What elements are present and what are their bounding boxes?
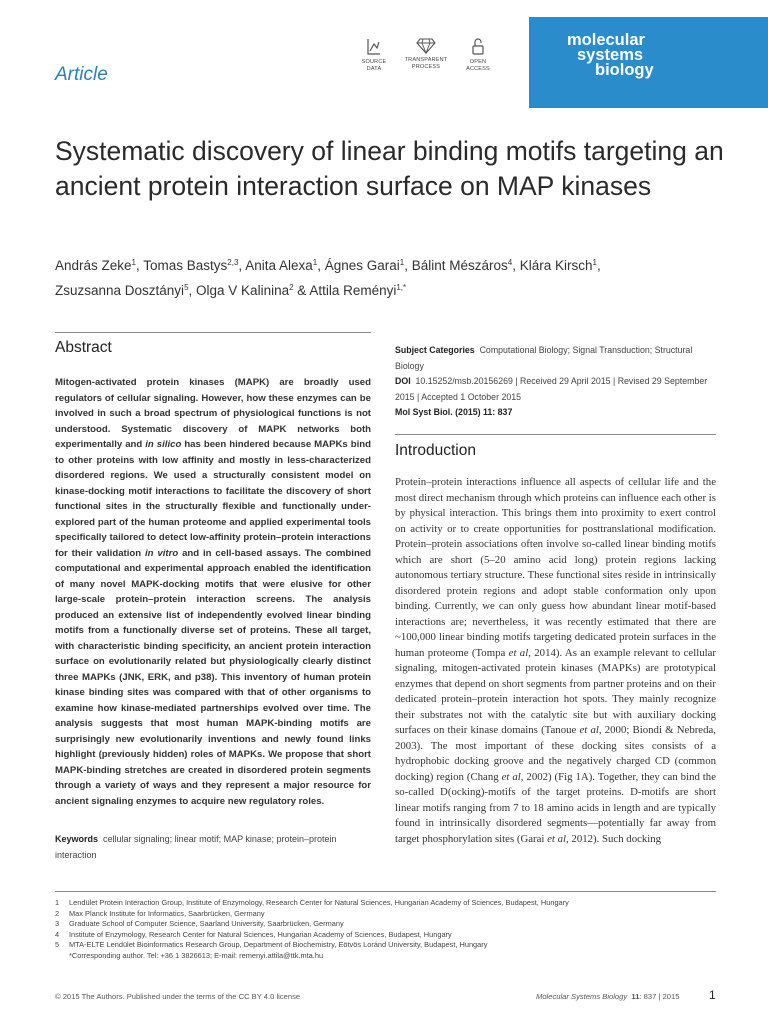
open-access-badge[interactable] [452,38,504,73]
author-name[interactable]: Attila Reményi [309,283,397,298]
author-name[interactable]: András Zeke [55,258,132,273]
subject-categories: Subject Categories Computational Biology; Signal Transduction; Structural Biology [395,345,693,371]
journal-logo-line1: molecular [567,31,645,49]
journal-citation-footer: Molecular Systems Biology 11: 837 | 2015 [536,992,680,1001]
abstract-top-rule [55,332,371,333]
author-affil: 1 [592,258,597,267]
keywords-text: cellular signaling; linear motif; MAP kinase; protein–protein interaction [55,834,337,860]
intro-top-rule [395,434,716,435]
affiliation-item: 3 Graduate School of Computer Science, Saarland University, Saarbrücken, Germany [55,919,344,929]
badge-transparent-line1: TRANSPARENT [404,57,448,63]
introduction-text: Protein–protein interactions influence all aspects of cellular life and the most direct mechanism through which proteins can influence each other is by physical interaction. This brings them into proximity to exert control on activity or to create opportunities for posttranslational modification. Protein–protein associations often involve so-called linear binding motifs which are short (5–20 amino acid long) protein regions lacking autonomous tertiary structure. These functional sites reside in intrinsically disordered protein regions and adopt stable conformation only upon binding. Currently, we can only guess how abundant linear motif-based interactions are; nevertheless, it was recently estimated that there are ~100,000 linear binding motifs targeting dedicated protein surfaces in the human proteome (Tompa et al, 2014). As an example relevant to cellular signaling, mitogen-activated protein kinases (MAPKs) are prototypical enzymes that depend on short segments from partner proteins and on their dedicated protein–protein interaction hot spots. They mainly recognize their substrates not with the catalytic site but with auxiliary docking surfaces on their kinase domains (Tanoue et al, 2000; Biondi & Nebreda, 2003). The most important of these docking sites consists of a hydrophobic docking groove and the negatively charged CD (common docking) region (Chang et al, 2002) (Fig 1A). Together, they can bind the so-called D(ocking)-motifs of the target proteins. D-motifs are short linear motifs ranging from 7 to 18 amino acids in length and are typically found in intrinsically disordered segments—potentially far away from target phosphorylation sites (Garai et al, 2012). Such docking [395,476,717,845]
author-name[interactable]: Bálint Mészáros [411,258,508,273]
transparent-process-badge[interactable] [400,38,452,73]
doi-line: DOI 10.15252/msb.20156269 | Received 29 April 2015 | Revised 29 September 2015 | Accepted 1 October 2015 [395,376,708,402]
author-affil: 1,* [396,283,407,292]
author-affil: 2 [289,283,294,292]
keywords [55,832,371,863]
author-name[interactable]: Ágnes Garai [324,258,400,273]
paper-title: Systematic discovery of linear binding motifs targeting an ancient protein interaction surface on MAP kinases [55,136,724,201]
author-affil: 2,3 [227,258,239,267]
article-metadata [395,343,717,421]
affiliation-item: 4 Institute of Enzymology, Research Center for Natural Sciences, Hungarian Academy of Sciences, Budapest, Hungary [55,929,452,939]
author-affil: 1 [399,258,405,267]
affiliation-item: 5 MTA-ELTE Lendület Bioinformatics Research Group, Department of Biochemistry, Eötvös Loránd University, Budapest, Hungary [55,940,488,950]
author-name[interactable]: Anita Alexa [245,258,313,273]
introduction-heading: Introduction [395,442,476,459]
badge-open-line2: ACCESS [466,66,490,72]
page-number: 1 [709,988,716,1002]
source-data-icon [366,38,382,56]
badge-open-line1: OPEN [469,59,487,65]
source-data-badge[interactable] [348,38,400,73]
journal-logo [567,33,654,78]
abstract-heading: Abstract [55,339,112,356]
journal-logo-line2: systems [577,46,644,64]
article-type-label: Article [55,64,108,85]
badge-source-line1: SOURCE [361,59,387,65]
citation: Mol Syst Biol. (2015) 11: 837 [395,407,513,417]
author-name[interactable]: Zsuzsanna Dosztányi [55,283,185,298]
badge-transparent-line2: PROCESS [411,64,441,70]
journal-logo-line3: biology [595,61,654,79]
author-affil: 1 [131,258,136,267]
abstract-text: Mitogen-activated protein kinases (MAPK) are broadly used regulators of cellular signaling. However, how these enzymes can be involved in such a broad spectrum of physiological functions is not understood. Systematic discovery of MAPK networks both experimentally and in silico has been hindered because MAPKs bind to other proteins with low affinity and mostly in less-characterized disordered regions. We used a structurally consistent model on kinase-docking motif interactions to facilitate the discovery of short functional sites in the structurally flexible and functionally under-explored part of the human proteome and applied experimental tools specifically tailored to detect low-affinity protein–protein interactions for their validation in vitro and in cell-based assays. The combined computational and experimental approach enabled the identification of many novel MAPK-docking motifs that were elusive for other large-scale protein–protein interaction screens. The analysis produced an extensive list of independently evolved linear binding motifs from a functionally diverse set of proteins. These all target, with characteristic binding specificity, an ancient protein interaction surface on evolutionarily related but physiologically clearly distinct three MAPKs (JNK, ERK, and p38). This inventory of human protein kinase binding sites was compared with that of other organisms to examine how kinase-mediated partnerships evolved over time. The analysis suggests that most human MAPK-binding motifs are surprisingly new evolutionarily inventions and newly found links highlight (previously hidden) roles of MAPKs. We propose that short MAPK-binding stretches are created in disordered protein segments through a variety of ways and they represent a major resource for ancient signaling enzymes to acquire new regulatory roles. [55,377,372,807]
badge-source-line2: DATA [366,66,382,72]
affiliations [55,898,715,962]
license-notice: © 2015 The Authors. Published under the terms of the CC BY 4.0 license [55,992,301,1001]
author-affil: 4 [507,258,513,267]
author-name[interactable]: Klára Kirsch [519,258,593,273]
doi-link[interactable]: 10.15252/msb.20156269 | Received 29 April 2015 | Revised 29 September 2015 | Accepted 1 October 2015 [395,376,708,402]
open-lock-icon [471,38,485,56]
badge-group [348,38,504,73]
keywords-label: Keywords [55,834,99,844]
affiliation-item: 2 Max Planck Institute for Informatics, Saarbrücken, Germany [55,908,265,918]
author-name[interactable]: Tomas Bastys [143,258,228,273]
footnote-rule [55,891,716,892]
author-affil: 1 [312,258,318,267]
diamond-icon [416,38,436,54]
journal-logo-box[interactable] [529,17,768,108]
author-affil: 5 [184,283,189,292]
author-list: András Zeke$^1$, Tomas Bastys$^{2,3}$, Anita Alexa$^1$, Ágnes Garai$^1$, Bálint Mészáros$^4$, Klára Kirsch$^1$, Zsuzsanna Dosztányi$^5$, Olga V Kalinina$^2$ & Attila Reményi$^{1,*}$ [55,258,601,298]
author-name[interactable]: Olga V Kalinina [196,283,290,298]
affiliation-item: 1 Lendület Protein Interaction Group, Institute of Enzymology, Research Center for Natural Sciences, Hungarian Academy of Sciences, Budapest, Hungary [55,898,569,907]
corresponding-author: *Corresponding author. Tel: +36 1 3826613; E-mail: remenyi.attila@ttk.mta.hu [69,950,324,960]
